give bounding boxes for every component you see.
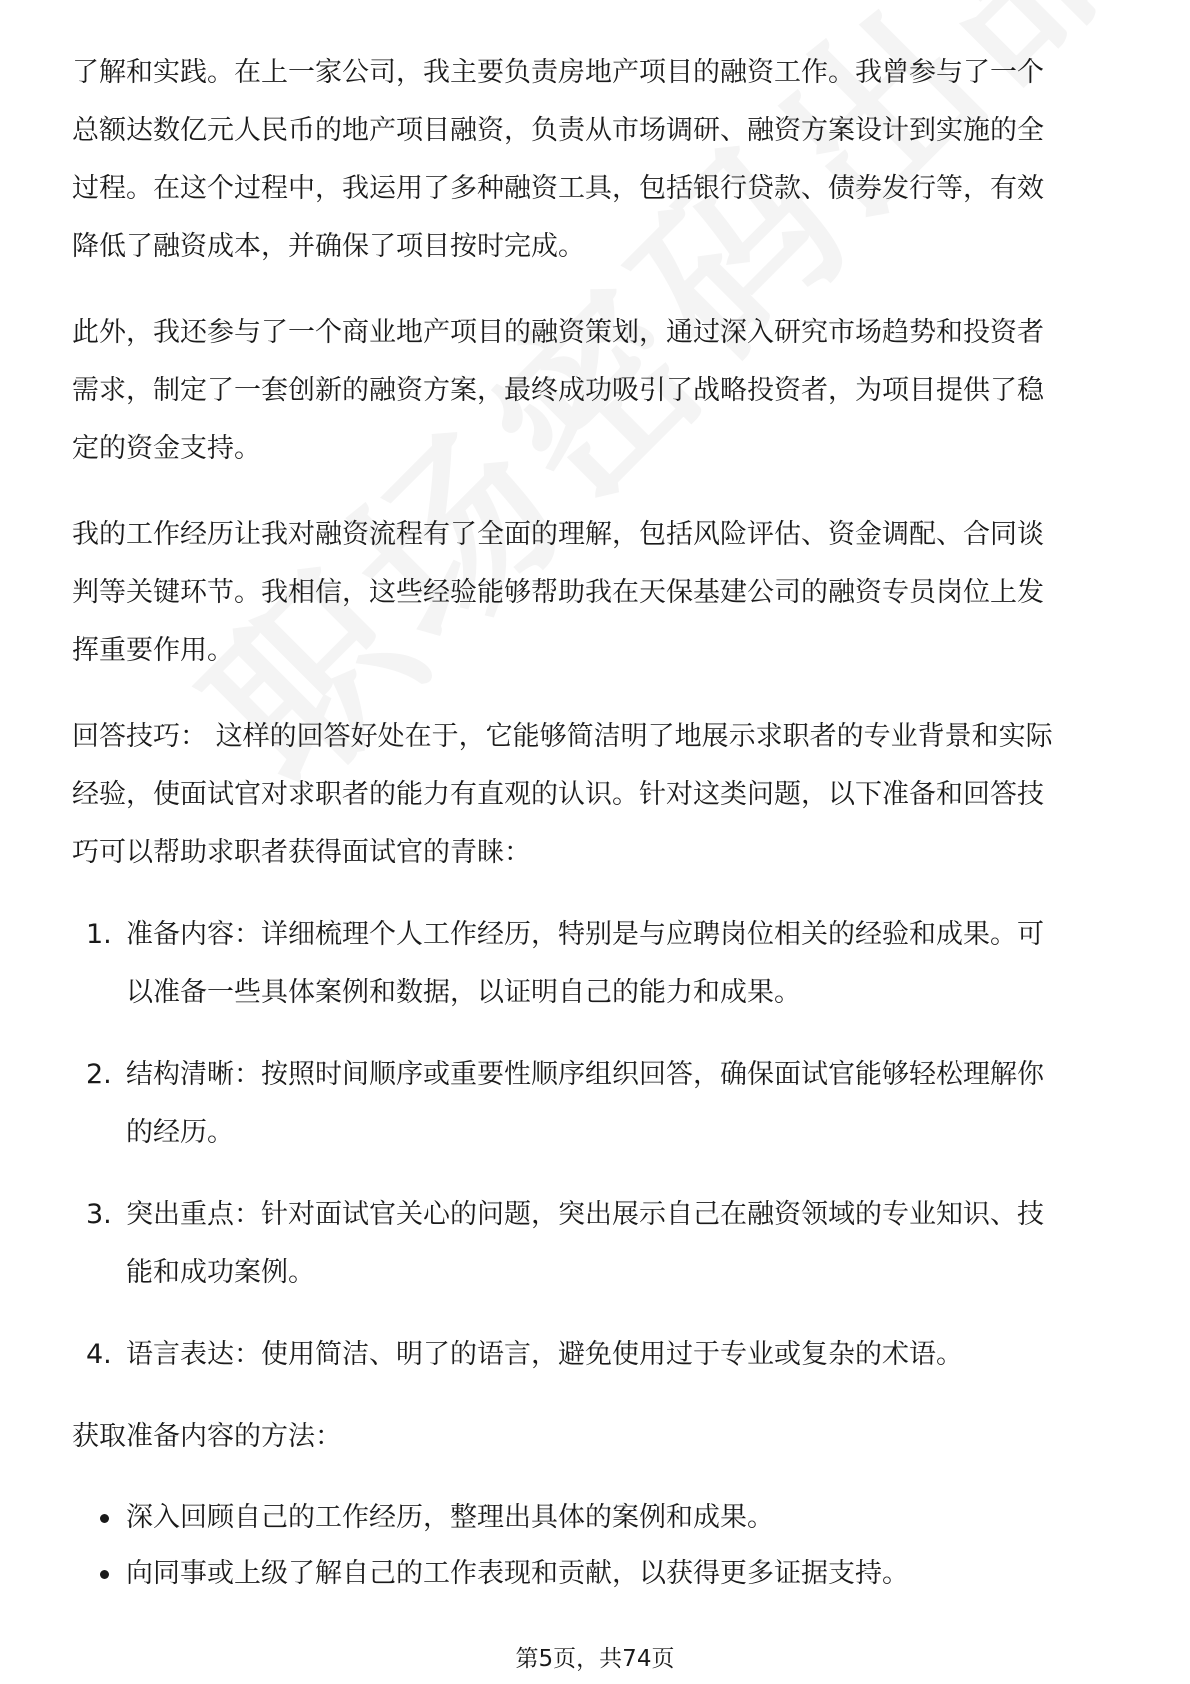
bullet-item	[72, 1490, 1118, 1546]
bullet-text: 深入回顾自己的工作经历，整理出具体的案例和成果。	[126, 1502, 774, 1533]
list-item	[72, 1186, 1118, 1302]
paragraph-financing-experience: 了解和实践。在上一家公司，我主要负责房地产项目的融资工作。我曾参与了一个 总额达数亿元人民币的地产项目融资，负责从市场调研、融资方案设计到实施的全 过程。在这个过程中，我运用了多种融资工具，包括银行贷款、债券发行等，有效 降低了融资成本，并确保了项目按时完成。	[72, 57, 1044, 262]
paragraph-work-summary: 我的工作经历让我对融资流程有了全面的理解，包括风险评估、资金调配、合同谈 判等关键环节。我相信，这些经验能够帮助我在天保基建公司的融资专员岗位上发 挥重要作用。	[72, 519, 1044, 666]
bullet-item	[72, 1546, 1118, 1602]
bullet-dot-icon	[100, 1570, 109, 1579]
methods-heading: 获取准备内容的方法：	[72, 1421, 342, 1452]
list-item-text: 准备内容：详细梳理个人工作经历，特别是与应聘岗位相关的经验和成果。可 以准备一些具体案例和数据，以证明自己的能力和成果。	[126, 919, 1044, 1008]
list-item-text: 结构清晰：按照时间顺序或重要性顺序组织回答，确保面试官能够轻松理解你 的经历。	[126, 1059, 1044, 1148]
paragraph-answer-tips: 回答技巧： 这样的回答好处在于，它能够简洁明了地展示求职者的专业背景和实际 经验，使面试官对求职者的能力有直观的认识。针对这类问题，以下准备和回答技 巧可以帮助求职者获得面试官的青睐：	[72, 721, 1053, 868]
list-item-text: 突出重点：针对面试官关心的问题，突出展示自己在融资领域的专业知识、技 能和成功案例。	[126, 1199, 1044, 1288]
list-item	[72, 906, 1118, 1022]
page-content	[72, 44, 1118, 1602]
list-number: 1.	[86, 919, 112, 950]
page-footer: 第5页，共74页	[515, 1646, 675, 1672]
bullet-dot-icon	[100, 1514, 109, 1523]
list-item-text: 语言表达：使用简洁、明了的语言，避免使用过于专业或复杂的术语。	[126, 1339, 963, 1370]
list-number: 2.	[86, 1059, 112, 1090]
list-number: 3.	[86, 1199, 112, 1230]
methods-bullet-list	[72, 1490, 1118, 1602]
paragraph-commercial-project: 此外，我还参与了一个商业地产项目的融资策划，通过深入研究市场趋势和投资者 需求，制定了一套创新的融资方案，最终成功吸引了战略投资者，为项目提供了稳 定的资金支持。	[72, 317, 1044, 464]
list-number: 4.	[86, 1339, 112, 1370]
list-item	[72, 1046, 1118, 1162]
tips-numbered-list	[72, 906, 1118, 1384]
bullet-text: 向同事或上级了解自己的工作表现和贡献，以获得更多证据支持。	[126, 1558, 909, 1589]
list-item	[72, 1326, 1118, 1384]
